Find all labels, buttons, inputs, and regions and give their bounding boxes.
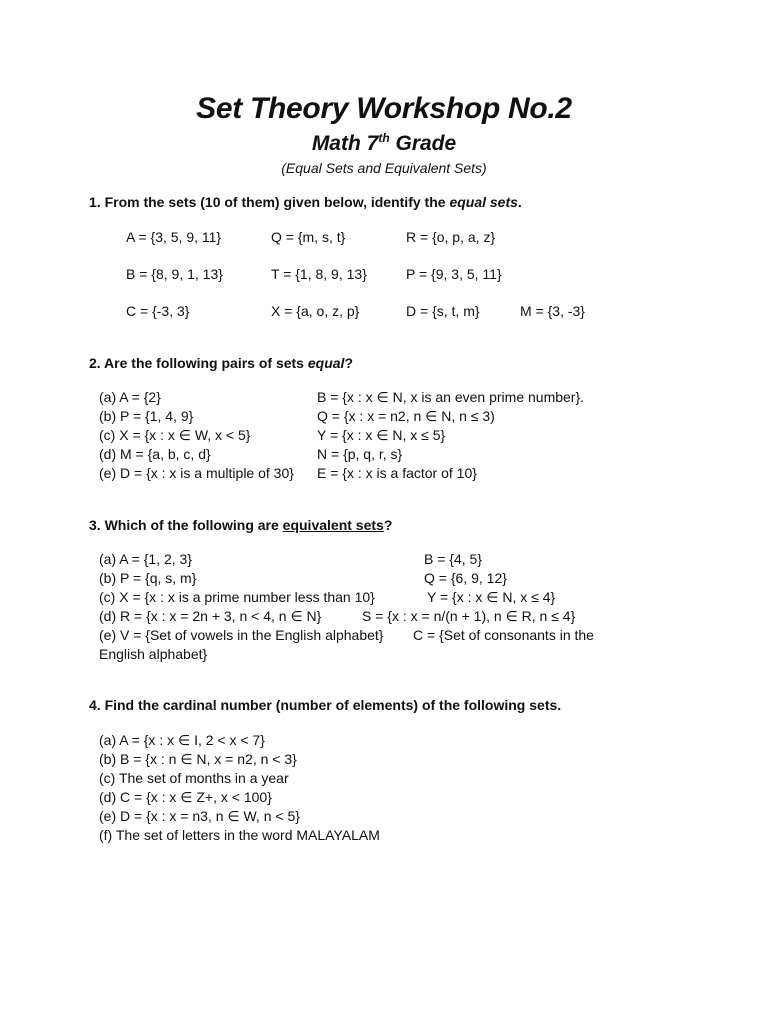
question-3-underlined: equivalent sets	[282, 517, 384, 533]
q2-item-c-left: (c) X = {x : x ∈ W, x < 5}	[99, 427, 251, 443]
set-P: P = {9, 3, 5, 11}	[406, 266, 502, 282]
q2-item-e-right: E = {x : x is a factor of 10}	[317, 465, 477, 481]
page-subtitle	[0, 131, 768, 156]
set-X: X = {a, o, z, p}	[271, 303, 360, 319]
question-1-emphasis: equal sets	[449, 194, 518, 210]
set-M: M = {3, -3}	[520, 303, 585, 319]
q2-item-a-right: B = {x : x ∈ N, x is an even prime number}.	[317, 389, 585, 405]
question-3	[89, 517, 392, 533]
q2-item-b-right: Q = {x : x = n2, n ∈ N, n ≤ 3)	[317, 408, 495, 424]
set-B: B = {8, 9, 1, 13}	[126, 266, 223, 282]
q3-item-c-left: (c) X = {x : x is a prime number less than 10}	[99, 589, 375, 605]
page-title: Set Theory Workshop No.2	[196, 92, 572, 125]
q3-item-b-right: Q = {6, 9, 12}	[424, 570, 507, 586]
set-Q: Q = {m, s, t}	[271, 229, 346, 245]
q3-item-e-wrap: English alphabet}	[99, 646, 208, 662]
q3-item-a-right: B = {4, 5}	[424, 551, 482, 567]
q2-item-e-left: (e) D = {x : x is a multiple of 30}	[99, 465, 294, 481]
question-3-end: ?	[383, 517, 393, 533]
q3-item-c-right: Y = {x : x ∈ N, x ≤ 4}	[427, 589, 556, 605]
q4-item-e: (e) D = {x : x = n3, n ∈ W, n < 5}	[99, 808, 300, 824]
question-2-end: ?	[344, 355, 353, 371]
set-A: A = {3, 5, 9, 11}	[126, 229, 222, 245]
question-2	[89, 355, 353, 371]
q3-item-d-left: (d) R = {x : x = 2n + 3, n < 4, n ∈ N}	[99, 608, 322, 624]
subtitle-main: Math 7	[311, 132, 379, 155]
q2-item-b-left: (b) P = {1, 4, 9}	[99, 408, 194, 424]
q2-item-d-left: (d) M = {a, b, c, d}	[99, 446, 211, 462]
question-2-emphasis: equal	[307, 355, 345, 371]
q2-item-c-right: Y = {x : x ∈ N, x ≤ 5}	[317, 427, 446, 443]
q4-item-c: (c) The set of months in a year	[99, 770, 289, 786]
question-2-text: 2. Are the following pairs of sets	[89, 355, 308, 371]
question-1-end: .	[517, 194, 522, 210]
question-3-text: 3. Which of the following are	[89, 517, 283, 533]
q4-item-f: (f) The set of letters in the word MALAYALAM	[99, 827, 380, 843]
set-D: D = {s, t, m}	[406, 303, 480, 319]
q2-item-a-left: (a) A = {2}	[99, 389, 161, 405]
page-note: (Equal Sets and Equivalent Sets)	[281, 160, 487, 176]
q2-item-d-right: N = {p, q, r, s}	[317, 446, 403, 462]
q3-item-d-right: S = {x : x = n/(n + 1), n ∈ R, n ≤ 4}	[362, 608, 576, 624]
subtitle-superscript: th	[378, 131, 390, 145]
set-C: C = {-3, 3}	[126, 303, 190, 319]
q3-item-e-left: (e) V = {Set of vowels in the English alphabet}	[99, 627, 384, 643]
q3-item-a-left: (a) A = {1, 2, 3}	[99, 551, 193, 567]
question-4: 4. Find the cardinal number (number of elements) of the following sets.	[89, 697, 562, 713]
question-1-text: 1. From the sets (10 of them) given below, identify the	[89, 194, 450, 210]
set-R: R = {o, p, a, z}	[406, 229, 496, 245]
set-T: T = {1, 8, 9, 13}	[271, 266, 367, 282]
subtitle-end: Grade	[389, 132, 457, 155]
q4-item-d: (d) C = {x : x ∈ Z+, x < 100}	[99, 789, 272, 805]
q4-item-b: (b) B = {x : n ∈ N, x = n2, n < 3}	[99, 751, 297, 767]
q4-item-a: (a) A = {x : x ∈ I, 2 < x < 7}	[99, 732, 265, 748]
q3-item-e-right: C = {Set of consonants in the	[413, 627, 594, 643]
question-1	[89, 194, 522, 210]
q3-item-b-left: (b) P = {q, s, m}	[99, 570, 197, 586]
